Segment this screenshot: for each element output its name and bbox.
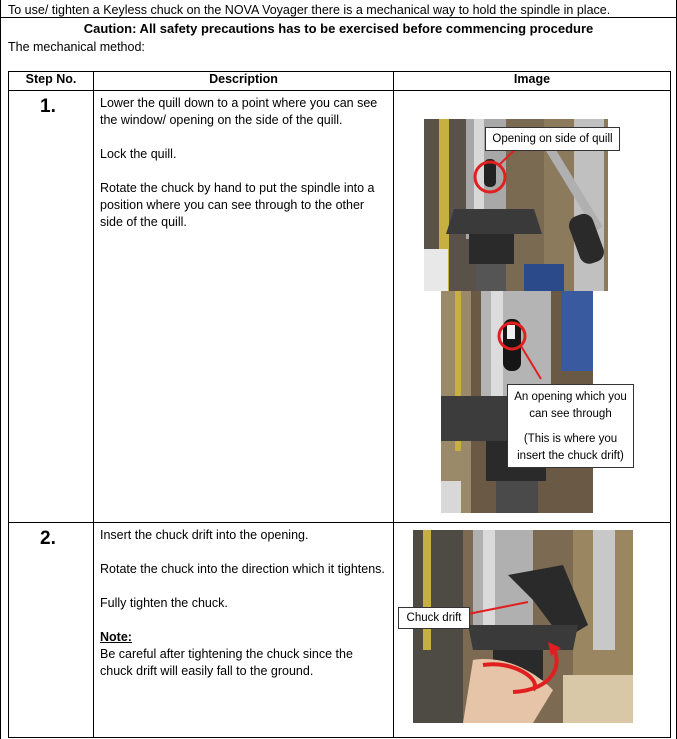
step-paragraph: Rotate the chuck by hand to put the spindle into a position where you can see through to the other side of the quill.: [100, 181, 375, 229]
step-paragraph: Lower the quill down to a point where you can see the window/ opening on the side of the quill.: [100, 96, 378, 127]
header-description: Description: [94, 72, 394, 91]
step-number: 1.: [40, 96, 56, 117]
caution-heading: Caution: All safety precautions has to be exercised before commencing procedure: [83, 21, 594, 36]
table-row: [9, 523, 671, 738]
step-number: 2.: [40, 528, 56, 549]
intro-text: To use/ tighten a Keyless chuck on the NOVA Voyager there is a mechanical way to hold the spindle in place.: [1, 0, 676, 18]
callout-opening-side: Opening on side of quill: [485, 127, 620, 151]
step-paragraph: Insert the chuck drift into the opening.: [100, 528, 309, 542]
table-row: [9, 91, 671, 523]
note-text: Be careful after tightening the chuck since the chuck drift will easily fall to the ground.: [100, 647, 353, 678]
header-image: Image: [394, 72, 671, 91]
callout-chuck-drift: Chuck drift: [398, 607, 470, 629]
step-image-cell: [394, 523, 671, 738]
step-number-cell: [9, 523, 94, 738]
step-paragraph: Lock the quill.: [100, 147, 177, 161]
header-step-no: Step No.: [9, 72, 94, 91]
step-number-cell: [9, 91, 94, 523]
step-image-cell: [394, 91, 671, 523]
step-paragraph: Rotate the chuck into the direction which it tightens.: [100, 562, 385, 576]
steps-table: [8, 71, 671, 738]
step-description-cell: [94, 91, 394, 523]
callout-line: An opening which you can see through: [514, 391, 627, 420]
step-paragraph: Fully tighten the chuck.: [100, 596, 228, 610]
callout-see-through: [507, 384, 634, 468]
method-label: The mechanical method:: [8, 40, 145, 54]
note-label: Note:: [100, 630, 132, 644]
table-header-row: [9, 72, 671, 91]
step-description-cell: [94, 523, 394, 738]
callout-line: (This is where you insert the chuck drift): [517, 433, 624, 462]
